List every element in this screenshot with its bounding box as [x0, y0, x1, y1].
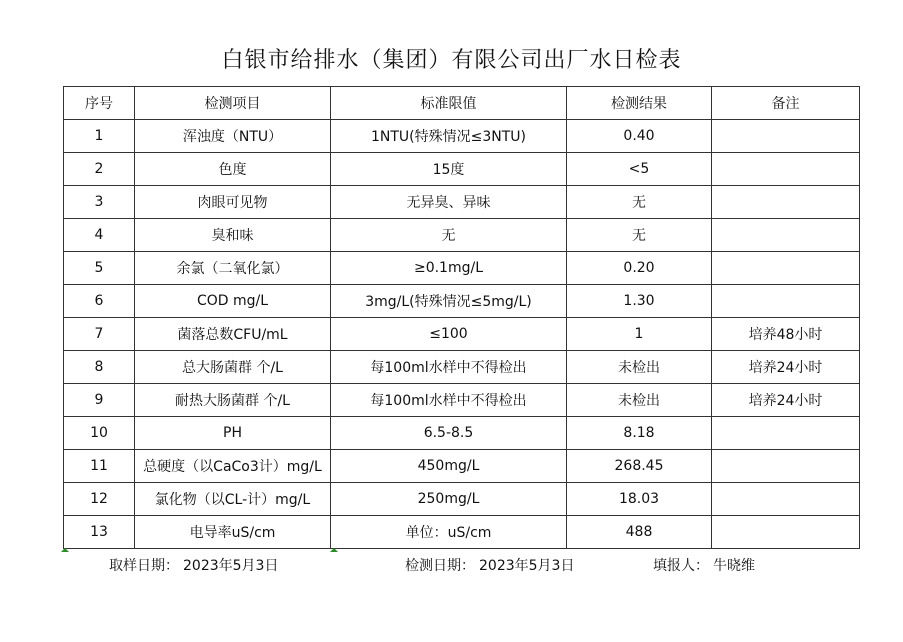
cell-standard: 250mg/L — [331, 483, 567, 516]
header-note: 备注 — [712, 87, 860, 120]
cell-result: 未检出 — [567, 384, 712, 417]
cell-item: 电导率uS/cm — [135, 516, 331, 549]
table-row — [64, 252, 860, 285]
cell-standard: 1NTU(特殊情况≤3NTU) — [331, 120, 567, 153]
cell-note: 培养24小时 — [712, 351, 860, 384]
cell-note — [712, 186, 860, 219]
cell-item: COD mg/L — [135, 285, 331, 318]
table-row — [64, 120, 860, 153]
cell-standard: 3mg/L(特殊情况≤5mg/L) — [331, 285, 567, 318]
cell-standard: 单位：uS/cm — [331, 516, 567, 549]
cell-result: 无 — [567, 219, 712, 252]
cell-note: 培养24小时 — [712, 384, 860, 417]
cell-seq: 6 — [64, 285, 135, 318]
cell-result: 1 — [567, 318, 712, 351]
cell-result: 无 — [567, 186, 712, 219]
cell-result: 1.30 — [567, 285, 712, 318]
reporter-field — [653, 555, 755, 577]
corner-marker — [61, 548, 69, 552]
cell-standard: ≥0.1mg/L — [331, 252, 567, 285]
cell-note — [712, 219, 860, 252]
cell-standard: 15度 — [331, 153, 567, 186]
table-row — [64, 186, 860, 219]
header-standard: 标准限值 — [331, 87, 567, 120]
cell-note — [712, 417, 860, 450]
table-row — [64, 384, 860, 417]
cell-note — [712, 516, 860, 549]
table-header-row — [64, 87, 860, 120]
testing-date-label: 检测日期： — [405, 558, 475, 574]
cell-item: 总硬度（以CaCo3计）mg/L — [135, 450, 331, 483]
table-row — [64, 450, 860, 483]
cell-item: PH — [135, 417, 331, 450]
table-row — [64, 153, 860, 186]
cell-seq: 9 — [64, 384, 135, 417]
cell-item: 氯化物（以CL-计）mg/L — [135, 483, 331, 516]
table-row — [64, 318, 860, 351]
cell-item: 余氯（二氧化氯） — [135, 252, 331, 285]
cell-item: 肉眼可见物 — [135, 186, 331, 219]
report-title: 白银市给排水（集团）有限公司出厂水日检表 — [221, 48, 682, 73]
reporter-label: 填报人： — [653, 558, 709, 574]
header-item: 检测项目 — [135, 87, 331, 120]
cell-standard: 每100ml水样中不得检出 — [331, 351, 567, 384]
inspection-table — [63, 86, 860, 549]
header-result: 检测结果 — [567, 87, 712, 120]
cell-seq: 3 — [64, 186, 135, 219]
cell-seq: 10 — [64, 417, 135, 450]
table-row — [64, 285, 860, 318]
sampling-date-value: 2023年5月3日 — [183, 558, 279, 574]
cell-seq: 8 — [64, 351, 135, 384]
table-row — [64, 219, 860, 252]
cell-standard: 每100ml水样中不得检出 — [331, 384, 567, 417]
table-row — [64, 516, 860, 549]
cell-note — [712, 120, 860, 153]
cell-note — [712, 252, 860, 285]
cell-seq: 11 — [64, 450, 135, 483]
cell-note — [712, 285, 860, 318]
cell-standard: ≤100 — [331, 318, 567, 351]
cell-item: 总大肠菌群 个/L — [135, 351, 331, 384]
cell-result: 8.18 — [567, 417, 712, 450]
header-seq: 序号 — [64, 87, 135, 120]
cell-standard: 6.5-8.5 — [331, 417, 567, 450]
cell-note — [712, 450, 860, 483]
cell-seq: 1 — [64, 120, 135, 153]
cell-item: 臭和味 — [135, 219, 331, 252]
cell-result: 未检出 — [567, 351, 712, 384]
cell-note — [712, 153, 860, 186]
cell-result: <5 — [567, 153, 712, 186]
cell-seq: 12 — [64, 483, 135, 516]
cell-item: 色度 — [135, 153, 331, 186]
reporter-name: 牛晓维 — [713, 558, 755, 574]
cell-seq: 7 — [64, 318, 135, 351]
cell-result: 18.03 — [567, 483, 712, 516]
cell-note: 培养48小时 — [712, 318, 860, 351]
testing-date-value: 2023年5月3日 — [479, 558, 575, 574]
sampling-date-field — [109, 555, 278, 577]
table-row — [64, 417, 860, 450]
cell-standard: 无异臭、异味 — [331, 186, 567, 219]
cell-result: 0.20 — [567, 252, 712, 285]
sampling-date-label: 取样日期： — [109, 558, 179, 574]
corner-marker — [330, 548, 338, 552]
cell-result: 268.45 — [567, 450, 712, 483]
testing-date-field — [405, 555, 574, 577]
table-row — [64, 351, 860, 384]
cell-item: 菌落总数CFU/mL — [135, 318, 331, 351]
cell-seq: 13 — [64, 516, 135, 549]
table-row — [64, 483, 860, 516]
cell-standard: 450mg/L — [331, 450, 567, 483]
cell-item: 耐热大肠菌群 个/L — [135, 384, 331, 417]
cell-seq: 5 — [64, 252, 135, 285]
cell-note — [712, 483, 860, 516]
cell-result: 488 — [567, 516, 712, 549]
cell-seq: 2 — [64, 153, 135, 186]
cell-item: 浑浊度（NTU） — [135, 120, 331, 153]
cell-result: 0.40 — [567, 120, 712, 153]
cell-seq: 4 — [64, 219, 135, 252]
cell-standard: 无 — [331, 219, 567, 252]
